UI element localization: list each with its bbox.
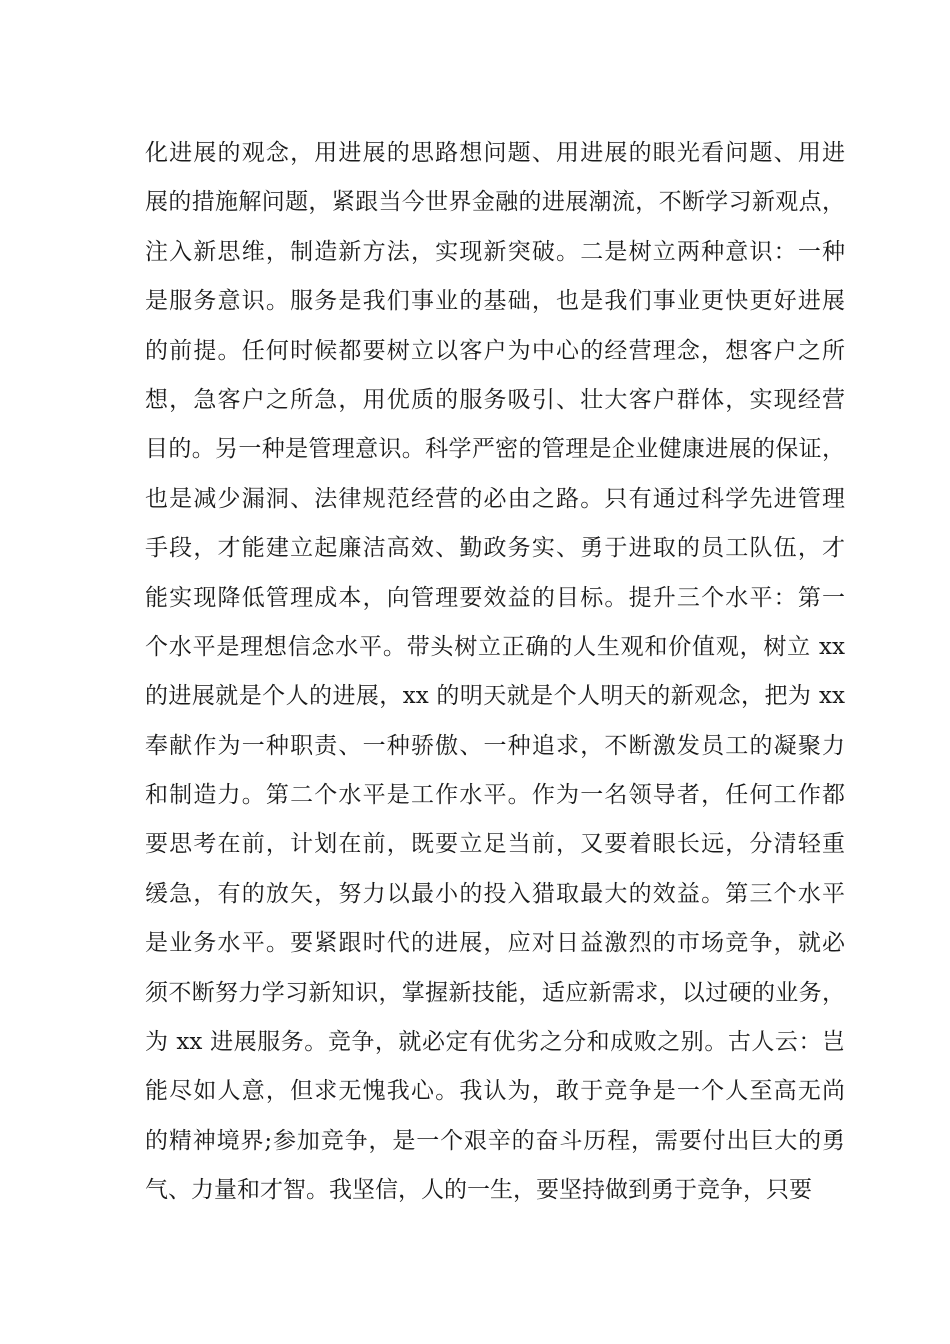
text-line: 个水平是理想信念水平。带头树立正确的人生观和价值观，树立 xx xyxy=(145,633,845,660)
text-line: 注入新思维，制造新方法，实现新突破。二是树立两种意识：一种 xyxy=(145,238,845,265)
text-line: 须不断努力学习新知识，掌握新技能，适应新需求，以过硬的业务， xyxy=(145,979,845,1006)
text-line: 气、力量和才智。我坚信，人的一生，要坚持做到勇于竞争，只要 xyxy=(145,1177,812,1204)
text-line: 的前提。任何时候都要树立以客户为中心的经营理念，想客户之所 xyxy=(145,337,845,364)
text-line: 展的措施解问题，紧跟当今世界金融的进展潮流，不断学习新观点， xyxy=(145,189,845,216)
text-line: 能实现降低管理成本，向管理要效益的目标。提升三个水平：第一 xyxy=(145,584,845,611)
text-line: 的精神境界;参加竞争，是一个艰辛的奋斗历程，需要付出巨大的勇 xyxy=(145,1127,845,1154)
text-line: 是服务意识。服务是我们事业的基础，也是我们事业更快更好进展 xyxy=(145,288,845,315)
text-line: 能尽如人意，但求无愧我心。我认为，敢于竞争是一个人至高无尚 xyxy=(145,1078,845,1105)
text-line: 缓急，有的放矢，努力以最小的投入猎取最大的效益。第三个水平 xyxy=(145,880,845,907)
text-line: 也是减少漏洞、法律规范经营的必由之路。只有通过科学先进管理 xyxy=(145,485,845,512)
text-line: 奉献作为一种职责、一种骄傲、一种追求，不断激发员工的凝聚力 xyxy=(145,732,845,759)
text-line: 手段，才能建立起廉洁高效、勤政务实、勇于进取的员工队伍，才 xyxy=(145,535,845,562)
text-line: 为 xx 进展服务。竞争，就必定有优劣之分和成败之别。古人云：岂 xyxy=(145,1029,845,1056)
body-text xyxy=(145,129,845,1216)
text-line: 是业务水平。要紧跟时代的进展，应对日益激烈的市场竞争，就必 xyxy=(145,930,845,957)
text-line: 化进展的观念，用进展的思路想问题、用进展的眼光看问题、用进 xyxy=(145,140,845,166)
text-line: 的进展就是个人的进展，xx 的明天就是个人明天的新观念，把为 xx xyxy=(145,683,845,710)
text-line: 想，急客户之所急，用优质的服务吸引、壮大客户群体，实现经营 xyxy=(145,386,845,413)
text-line: 目的。另一种是管理意识。科学严密的管理是企业健康进展的保证， xyxy=(145,436,845,463)
text-line: 和制造力。第二个水平是工作水平。作为一名领导者，任何工作都 xyxy=(145,782,845,809)
text-line: 要思考在前，计划在前，既要立足当前，又要着眼长远，分清轻重 xyxy=(145,831,845,858)
